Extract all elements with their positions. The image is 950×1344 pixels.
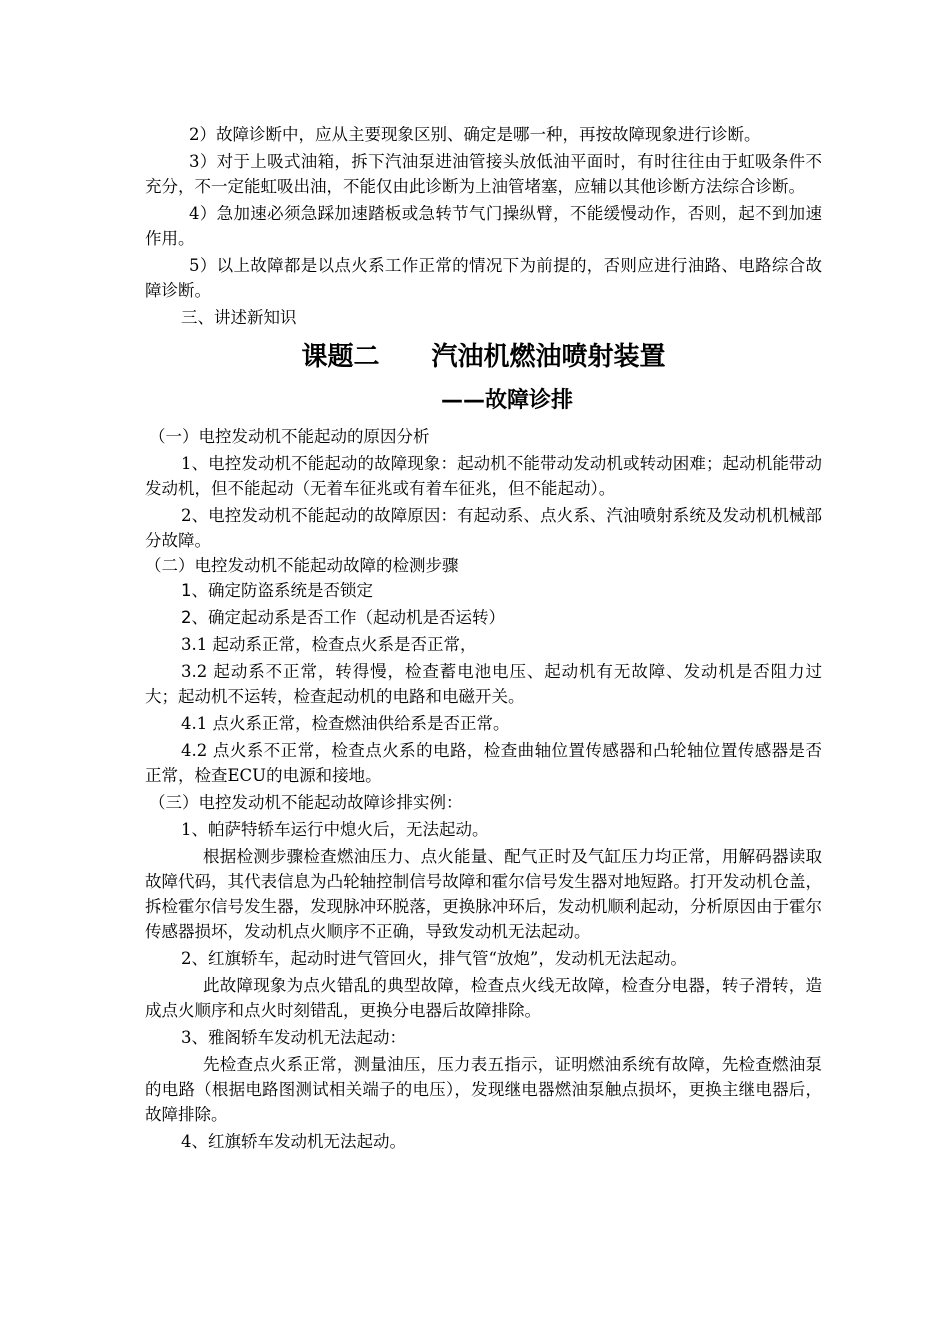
- case-3-title: 3、雅阁轿车发动机无法起动：: [181, 1028, 406, 1047]
- section-1-heading: （一）电控发动机不能起动的原因分析: [149, 427, 430, 446]
- case-1-title: 1、帕萨特轿车运行中熄火后，无法起动。: [181, 820, 489, 839]
- section-1-item-2: 2、电控发动机不能起动的故障原因：有起动系、点火系、汽油喷射系统及发动机机械部分故障。: [145, 506, 822, 550]
- case-1-body: 根据检测步骤检查燃油压力、点火能量、配气正时及气缸压力均正常，用解码器读取故障代码，其代表信息为凸轮轴控制信号故障和霍尔信号发生器对地短路。打开发动机仓盖，拆检霍尔信号发生器，发现脉冲环脱落，更换脉冲环后，发动机顺利起动，分析原因由于霍尔传感器损坏，发动机点火顺序不正确，导致发动机无法起动。: [145, 847, 822, 941]
- document-page: [145, 122, 822, 1154]
- section-2-item-3-2: 3.2 起动系不正常，转得慢，检查蓄电池电压、起动机有无故障、发动机是否阻力过大；起动机不运转，检查起动机的电路和电磁开关。: [145, 662, 822, 706]
- section-2-item-4-1: 4.1 点火系正常，检查燃油供给系是否正常。: [181, 714, 510, 733]
- paragraph-diagnosis-note-4: 4）急加速必须急踩加速踏板或急转节气门操纵臂，不能缓慢动作，否则，起不到加速作用。: [145, 204, 822, 248]
- paragraph-diagnosis-note-5: 5）以上故障都是以点火系工作正常的情况下为前提的，否则应进行油路、电路综合故障诊断。: [145, 256, 822, 300]
- page-subtitle: ——故障诊排: [441, 388, 574, 413]
- section-2-heading: （二）电控发动机不能起动故障的检测步骤: [145, 556, 459, 575]
- case-2-title: 2、红旗轿车，起动时进气管回火，排气管“放炮”，发动机无法起动。: [181, 949, 687, 968]
- section-2-item-4-2: 4.2 点火系不正常，检查点火系的电路，检查曲轴位置传感器和凸轮轴位置传感器是否正常，检查ECU的电源和接地。: [145, 741, 822, 785]
- paragraph-new-knowledge: 三、讲述新知识: [181, 308, 297, 327]
- case-4-title: 4、红旗轿车发动机无法起动。: [181, 1132, 406, 1151]
- case-2-body: 此故障现象为点火错乱的典型故障，检查点火线无故障，检查分电器，转子滑转，造成点火顺序和点火时刻错乱，更换分电器后故障排除。: [145, 976, 822, 1020]
- page-title: 课题二 汽油机燃油喷射装置: [301, 342, 666, 372]
- section-3-heading: （三）电控发动机不能起动故障诊排实例：: [149, 793, 463, 812]
- paragraph-diagnosis-note-3: 3）对于上吸式油箱，拆下汽油泵进油管接头放低油平面时，有时往往由于虹吸条件不充分，不一定能虹吸出油，不能仅由此诊断为上油管堵塞，应辅以其他诊断方法综合诊断。: [145, 152, 822, 196]
- section-2-item-2: 2、确定起动系是否工作（起动机是否运转）: [181, 608, 505, 627]
- paragraph-diagnosis-note-2: 2）故障诊断中，应从主要现象区别、确定是哪一种，再按故障现象进行诊断。: [189, 125, 761, 144]
- section-2-item-1: 1、确定防盗系统是否锁定: [181, 581, 373, 600]
- section-2-item-3-1: 3.1 起动系正常，检查点火系是否正常，: [181, 635, 477, 654]
- section-1-item-1: 1、电控发动机不能起动的故障现象：起动机不能带动发动机或转动困难；起动机能带动发动机，但不能起动（无着车征兆或有着车征兆，但不能起动）。: [145, 454, 822, 498]
- case-3-body: 先检查点火系正常，测量油压，压力表五指示，证明燃油系统有故障，先检查燃油泵的电路（根据电路图测试相关端子的电压），发现继电器燃油泵触点损坏，更换主继电器后，故障排除。: [145, 1055, 822, 1124]
